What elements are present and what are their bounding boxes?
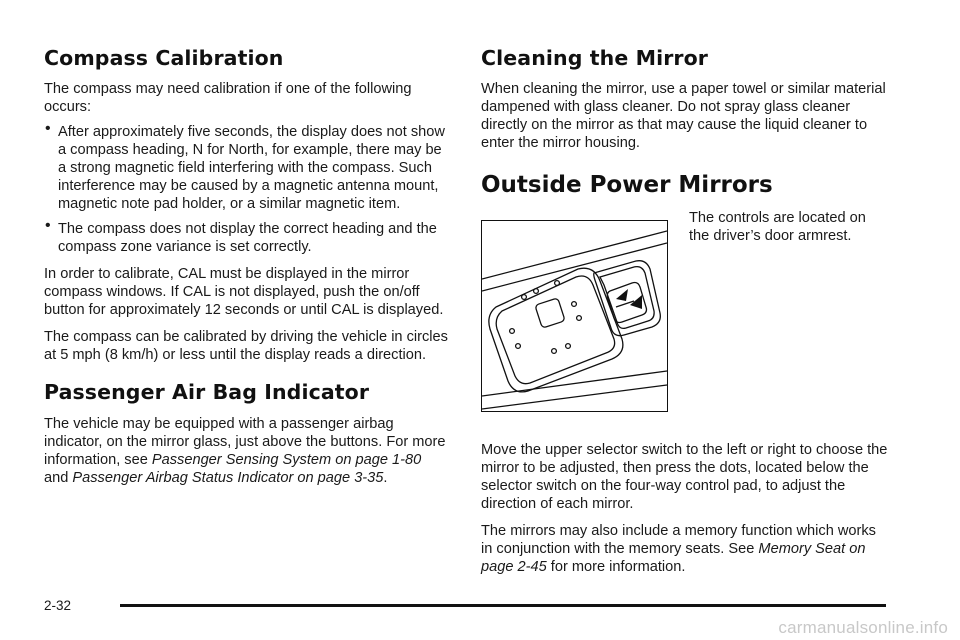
airbag-status-link[interactable]: Passenger Airbag Status Indicator on page 3-35 <box>72 470 384 486</box>
armrest-switch-icon <box>482 221 667 411</box>
selector-switch-paragraph: Move the upper selector switch to the left or right to choose the mirror to be adjusted, then press the dots, located below the selector switch on the four-way control pad, to adjust the direction of each mirror. <box>481 442 888 512</box>
mirror-controls-figure-row <box>481 209 891 441</box>
airbag-paragraph <box>44 415 448 487</box>
airbag-text: The vehicle may be equipped with a passenger airbag indicator, on the mirror glass, just above the buttons. For more information, see <box>44 416 446 468</box>
mirror-controls-caption: The controls are located on the driver’s door armrest. <box>689 210 866 244</box>
list-item <box>44 120 448 213</box>
list-item-text: The compass does not display the correct heading and the compass zone variance is set correctly. <box>58 221 437 255</box>
right-column <box>481 40 891 576</box>
compass-driving-paragraph: The compass can be calibrated by driving the vehicle in circles at 5 mph (8 km/h) or less until the display reads a direction. <box>44 329 448 363</box>
memory-text: The mirrors may also include a memory function which works in conjunction with the memory seats. See <box>481 523 876 557</box>
list-item-text: After approximately five seconds, the display does not show a compass heading, N for North, for example, there may be a strong magnetic field interfering with the compass. Such interference may be caused by a magnetic antenna mount, magnetic note pad holder, or a similar magnetic item. <box>58 124 445 212</box>
passenger-sensing-link[interactable]: Passenger Sensing System on page 1-80 <box>151 452 422 468</box>
cleaning-mirror-heading: Cleaning the Mirror <box>481 46 709 70</box>
compass-bullet-list <box>44 120 448 256</box>
memory-seat-link[interactable]: Memory Seat on page 2-45 <box>481 541 866 575</box>
mirror-controls-illustration <box>481 220 668 412</box>
outside-power-mirrors-heading: Outside Power Mirrors <box>481 172 773 198</box>
airbag-text-mid: and <box>44 470 73 486</box>
list-item <box>44 217 448 256</box>
cleaning-paragraph: When cleaning the mirror, use a paper towel or similar material dampened with glass cleaner. Do not spray glass cleaner directly on the mirror as that may cause the liquid cleaner to enter the mirror housing. <box>481 81 886 151</box>
bullet-icon: • <box>45 120 51 137</box>
passenger-airbag-heading: Passenger Air Bag Indicator <box>44 380 370 404</box>
page-number: 2-32 <box>44 598 72 613</box>
footer-divider <box>120 604 886 607</box>
left-column <box>44 40 448 487</box>
bullet-icon: • <box>45 217 51 234</box>
compass-intro-paragraph: The compass may need calibration if one of the following occurs: <box>44 81 412 115</box>
memory-function-paragraph <box>481 522 891 576</box>
airbag-text-end: . <box>383 470 388 486</box>
watermark-text: carmanualsonline.info <box>778 618 948 637</box>
compass-calibrate-paragraph: In order to calibrate, CAL must be displayed in the mirror compass windows. If CAL is not displayed, push the on/off button for approximately 12 seconds or until CAL is displayed. <box>44 266 444 318</box>
memory-text-end: for more information. <box>546 559 686 575</box>
compass-calibration-heading: Compass Calibration <box>44 46 284 70</box>
